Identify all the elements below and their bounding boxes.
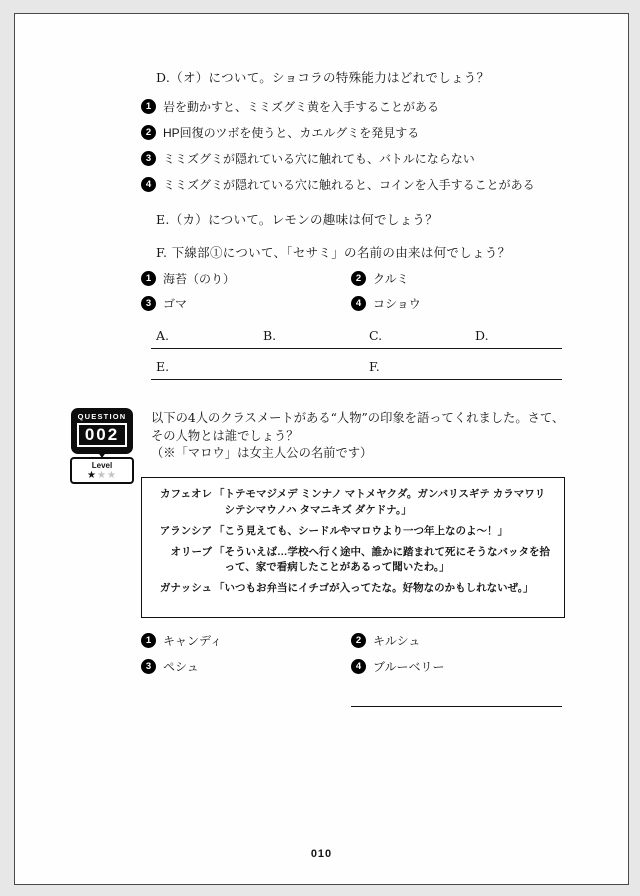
option-text: ゴマ	[163, 297, 188, 311]
option-text: 海苔（のり）	[163, 272, 236, 286]
option-number-badge: 2	[351, 271, 366, 286]
list-item	[141, 295, 187, 312]
option-number-badge: 4	[141, 177, 156, 192]
answer-line-question2	[351, 706, 562, 707]
level-star: ★	[97, 470, 107, 481]
list-item	[141, 176, 535, 193]
answer-label-e: E.	[156, 359, 170, 374]
list-item	[141, 658, 199, 675]
answer-label-f: F.	[369, 359, 380, 374]
option-text: キャンディ	[163, 634, 223, 648]
page-number: 010	[310, 848, 333, 860]
list-item	[351, 295, 421, 312]
option-number-badge: 3	[141, 296, 156, 311]
question2-intro-note: （※「マロウ」は女主人公の名前です）	[151, 446, 373, 460]
list-item	[351, 632, 420, 649]
dialogue-text: 「そういえば…学校へ行く途中、誰かに踏まれて死にそうなバッタを拾って、家で看病したことがあるって聞いたわ。」	[214, 545, 550, 573]
answer-label-b: B.	[263, 328, 277, 343]
option-text: ペシュ	[163, 660, 199, 674]
dialogue-speaker: オリーブ	[170, 545, 212, 558]
list-item	[351, 270, 409, 287]
question2-intro-line2: その人物とは誰でしょう？	[151, 428, 299, 443]
option-number-badge: 2	[351, 633, 366, 648]
option-number-badge: 4	[351, 296, 366, 311]
option-number-badge: 2	[141, 125, 156, 140]
question-e-heading: E.（カ）について。レモンの趣味は何でしょう？	[156, 212, 438, 227]
question-badge-number: 002	[77, 423, 127, 447]
dialogue-row	[154, 487, 552, 518]
question2-intro-line1: 以下の4人のクラスメートがある“人物”の印象を語ってくれました。さて、	[151, 411, 565, 425]
dialogue-text: 「こう見えても、シードルやマロウより一つ年上なのよ〜！」	[214, 524, 508, 537]
option-number-badge: 3	[141, 659, 156, 674]
option-text: HP回復のツボを使うと、カエルグミを発見する	[163, 126, 420, 140]
list-item	[141, 98, 439, 115]
dialogue-box	[141, 477, 565, 618]
option-number-badge: 4	[351, 659, 366, 674]
answer-line-1	[151, 348, 562, 349]
option-text: ブルーベリー	[373, 660, 445, 674]
list-item	[141, 150, 475, 167]
option-number-badge: 1	[141, 271, 156, 286]
answer-label-d: D.	[475, 328, 489, 343]
dialogue-speaker: アランシア	[159, 524, 212, 537]
level-stars	[72, 470, 132, 481]
answer-label-a: A.	[156, 328, 170, 343]
level-star: ★	[106, 470, 117, 481]
level-box	[70, 457, 134, 484]
dialogue-text: 「いつもお弁当にイチゴが入ってたな。好物なのかもしれないぜ。」	[214, 582, 534, 594]
list-item	[141, 632, 222, 649]
workbook-page	[14, 13, 629, 885]
dialogue-speaker: ガナッシュ	[159, 582, 212, 594]
dialogue-row	[154, 581, 552, 597]
option-text: 岩を動かすと、ミミズグミ黄を入手することがある	[163, 100, 440, 114]
dialogue-text: 「トテモマジメデ ミンナノ マトメヤクダ。ガンバリスギテ カラマワリ シテシマウノハ タマニキズ ダケドナ。」	[214, 488, 546, 516]
dialogue-row	[154, 524, 552, 540]
option-text: ミミズグミが隠れている穴に触れても、バトルにならない	[163, 152, 475, 166]
list-item	[141, 124, 419, 141]
dialogue-speaker: カフェオレ	[160, 488, 212, 500]
option-number-badge: 1	[141, 99, 156, 114]
option-number-badge: 1	[141, 633, 156, 648]
level-star: ★	[87, 470, 98, 481]
question-badge	[71, 408, 133, 454]
option-text: コショウ	[373, 297, 421, 311]
question-badge-title: QUESTION	[77, 412, 127, 421]
option-number-badge: 3	[141, 151, 156, 166]
option-text: ミミズグミが隠れている穴に触れると、コインを入手することがある	[163, 178, 535, 192]
question2-intro	[151, 410, 581, 463]
option-text: キルシュ	[373, 634, 421, 648]
answer-label-c: C.	[369, 328, 383, 343]
dialogue-row	[154, 545, 552, 576]
list-item	[351, 658, 445, 675]
question-d-heading: D.（オ）について。ショコラの特殊能力はどれでしょう？	[156, 70, 490, 85]
question-f-heading: F. 下線部①について、「セサミ」の名前の由来は何でしょう？	[156, 245, 511, 260]
option-text: クルミ	[373, 272, 409, 286]
level-label: Level	[91, 461, 113, 470]
answer-line-2	[151, 379, 562, 380]
list-item	[141, 270, 235, 287]
